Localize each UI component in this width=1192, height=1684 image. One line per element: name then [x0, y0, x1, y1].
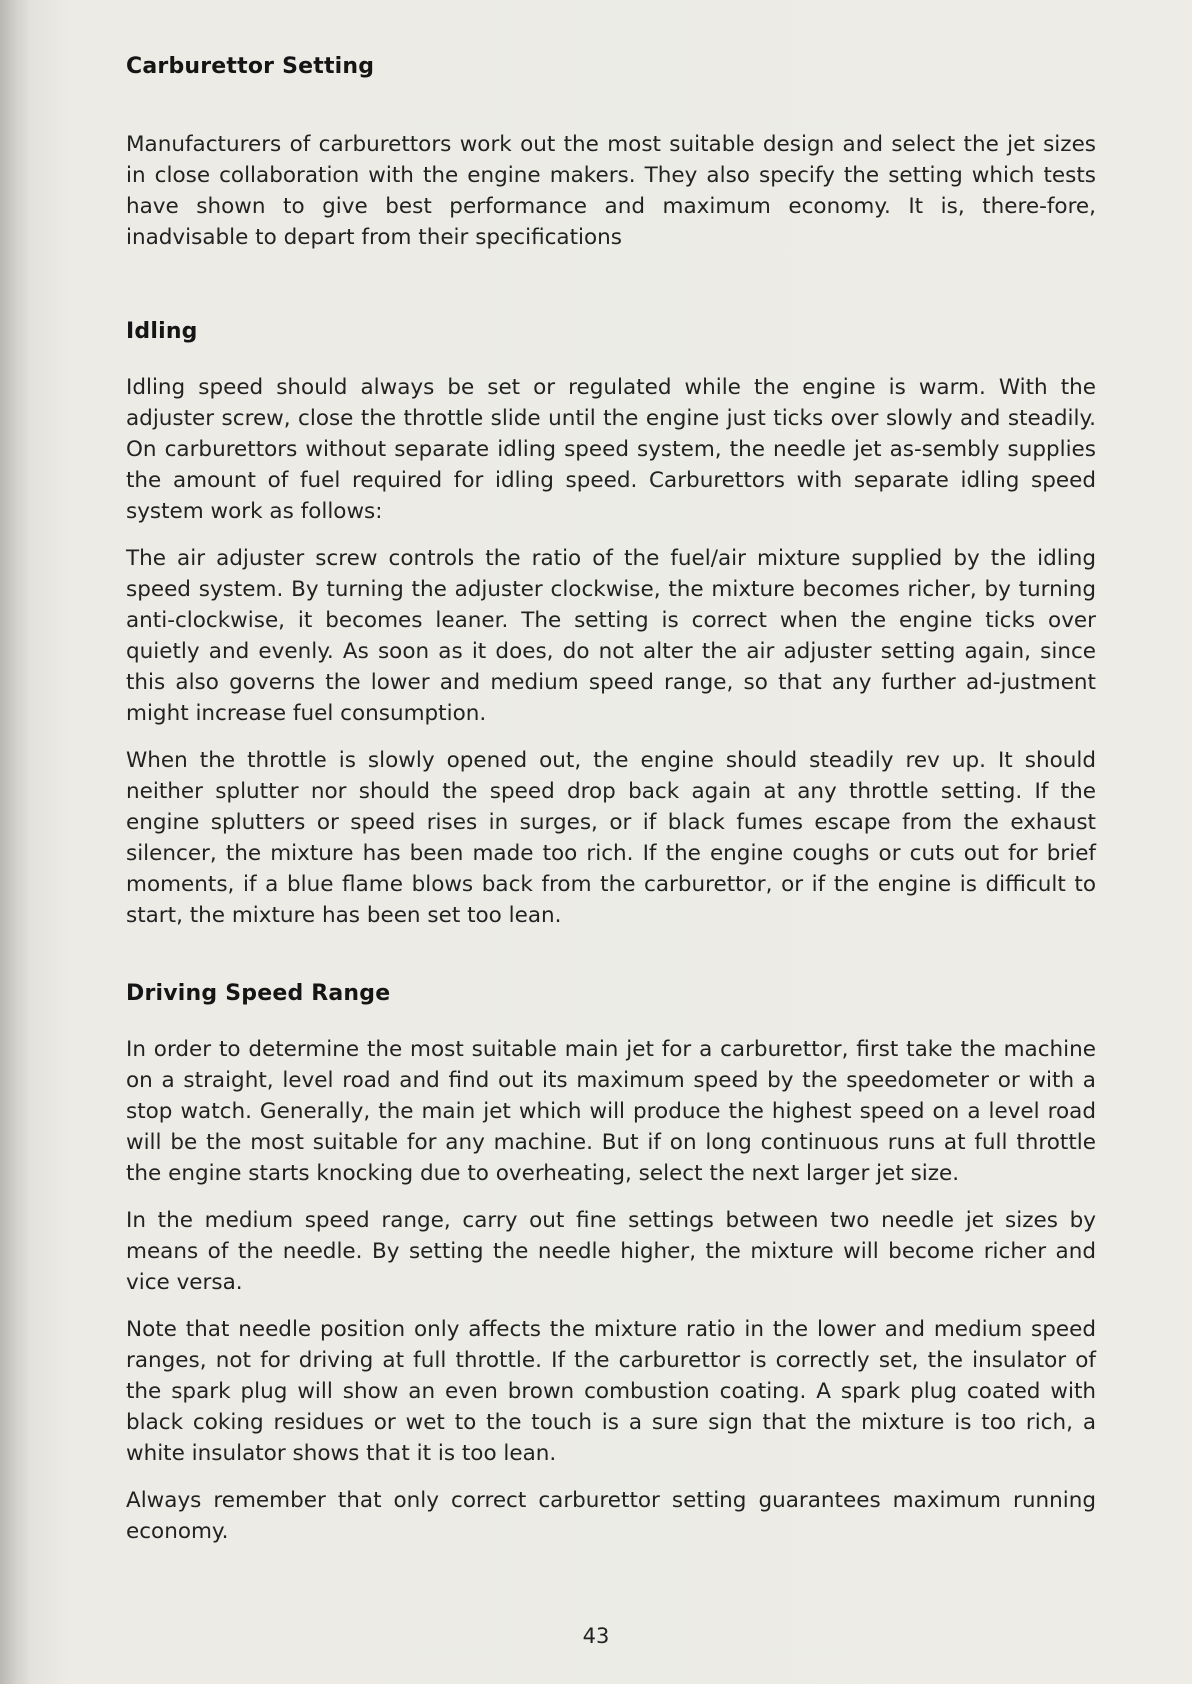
heading-carburettor-setting: Carburettor Setting [126, 54, 375, 79]
page-number: 43 [582, 1624, 610, 1648]
paragraph-driving-3: Note that needle position only affects the mixture ratio in the lower and medium speed ranges, not for driving at full throttle. If the carburettor is correctly set, the insulator of the spark plug will show an even brown combustion coating. A spark plug coated with black coking residues or wet to the touch is a sure sign that the mixture is too rich, a white insulator shows that it is too lean. [126, 1317, 1096, 1466]
paragraph-idling-3: When the throttle is slowly opened out, the engine should steadily rev up. It should neither splutter nor should the speed drop back again at any throttle setting. If the engine splutters or speed rises in surges, or if black fumes escape from the exhaust silencer, the mixture has been made too rich. If the engine coughs or cuts out for brief moments, if a blue flame blows back from the carburettor, or if the engine is difficult to start, the mixture has been set too lean. [126, 748, 1096, 928]
page-content [126, 50, 1096, 1547]
paragraph-driving-2: In the medium speed range, carry out fine settings between two needle jet sizes by means of the needle. By setting the needle higher, the mixture will become richer and vice versa. [126, 1208, 1096, 1295]
paragraph-driving-4: Always remember that only correct carburettor setting guarantees maximum running economy. [126, 1488, 1096, 1544]
page-spine-shadow [0, 0, 30, 1684]
heading-driving-speed-range: Driving Speed Range [126, 981, 391, 1006]
paragraph-idling-2: The air adjuster screw controls the ratio of the fuel/air mixture supplied by the idling speed system. By turning the adjuster clockwise, the mixture becomes richer, by turning anti-clockwise, it becomes leaner. The setting is correct when the engine ticks over quietly and evenly. As soon as it does, do not alter the air adjuster setting again, since this also governs the lower and medium speed range, so that any further ad-justment might increase fuel consumption. [126, 546, 1096, 726]
paragraph-driving-1: In order to determine the most suitable main jet for a carburettor, first take the machine on a straight, level road and find out its maximum speed by the speedometer or with a stop watch. Generally, the main jet which will produce the highest speed on a level road will be the most suitable for any machine. But if on long continuous runs at full throttle the engine starts knocking due to overheating, select the next larger jet size. [126, 1037, 1096, 1186]
heading-idling: Idling [126, 319, 198, 344]
paragraph-idling-1: Idling speed should always be set or regulated while the engine is warm. With the adjuster screw, close the throttle slide until the engine just ticks over slowly and steadily. On carburettors without separate idling speed system, the needle jet as-sembly supplies the amount of fuel required for idling speed. Carburettors with separate idling speed system work as follows: [126, 375, 1096, 524]
paragraph-carburettor-setting: Manufacturers of carburettors work out the most suitable design and select the jet sizes in close collaboration with the engine makers. They also specify the setting which tests have shown to give best performance and maximum economy. It is, there-fore, inadvisable to depart from their specifications [126, 132, 1096, 250]
